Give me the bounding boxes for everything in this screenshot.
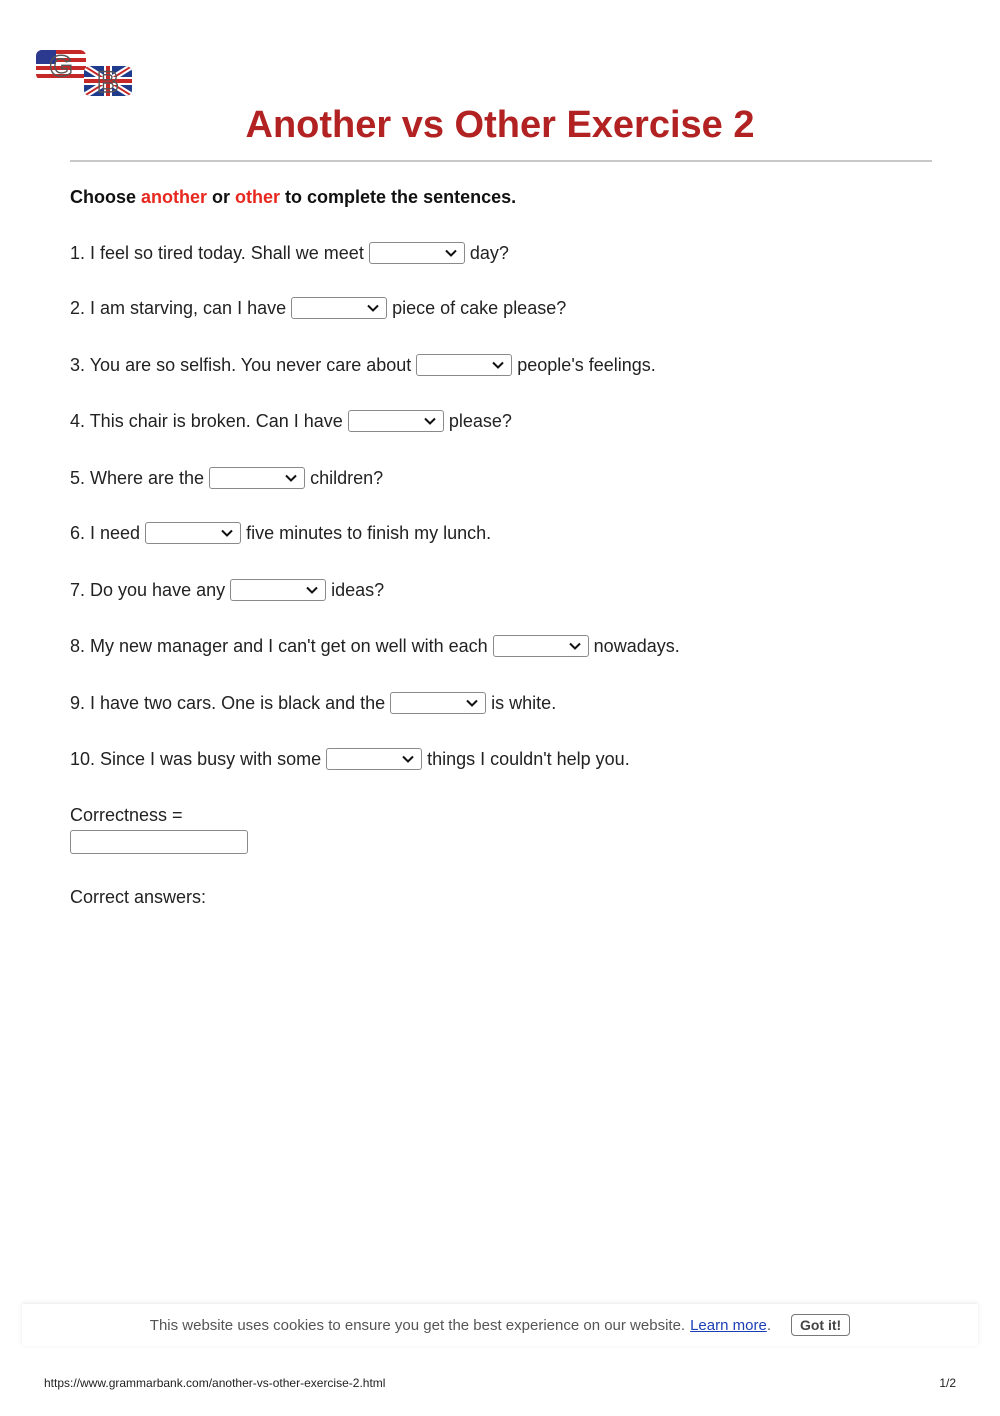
grammarbank-logo[interactable] <box>36 46 136 100</box>
learn-more-link[interactable]: Learn more <box>690 1316 767 1334</box>
answer-select-7[interactable] <box>230 579 326 601</box>
answer-select-10[interactable] <box>326 748 422 770</box>
question-6: 6. I need five minutes to finish my lunch. <box>70 522 492 543</box>
title-divider <box>70 160 932 162</box>
correct-answers-label: Correct answers: <box>70 887 207 907</box>
chevron-down-icon <box>401 752 415 766</box>
chevron-down-icon <box>366 301 380 315</box>
answer-select-9[interactable] <box>390 692 486 714</box>
answer-select-5[interactable] <box>209 467 305 489</box>
question-5: 5. Where are the children? <box>70 467 384 488</box>
got-it-button[interactable]: Got it! <box>791 1314 850 1336</box>
answer-select-1[interactable] <box>369 242 465 264</box>
keyword-another: another <box>141 187 208 207</box>
chevron-down-icon <box>444 246 458 260</box>
chevron-down-icon <box>465 696 479 710</box>
question-9: 9. I have two cars. One is black and the is white. <box>70 692 557 713</box>
question-1: 1. I feel so tired today. Shall we meet day? <box>70 242 509 263</box>
correctness-label: Correctness = <box>70 805 183 825</box>
question-3: 3. You are so selfish. You never care about people's feelings. <box>70 354 656 375</box>
chevron-down-icon <box>305 583 319 597</box>
question-4: 4. This chair is broken. Can I have please? <box>70 410 512 431</box>
question-10: 10. Since I was busy with some things I couldn't help you. <box>70 748 630 769</box>
answer-select-3[interactable] <box>416 354 512 376</box>
question-8: 8. My new manager and I can't get on well with each nowadays. <box>70 635 680 656</box>
svg-text:B: B <box>97 66 119 99</box>
cookie-banner: This website uses cookies to ensure you get the best experience on our website. Learn more . Got it! <box>22 1304 978 1346</box>
answer-select-2[interactable] <box>291 297 387 319</box>
question-2: 2. I am starving, can I have piece of cake please? <box>70 297 567 318</box>
cookie-message: This website uses cookies to ensure you get the best experience on our website. <box>149 1316 686 1334</box>
question-7: 7. Do you have any ideas? <box>70 579 385 600</box>
correctness-field[interactable] <box>70 830 248 854</box>
keyword-other: other <box>235 187 281 207</box>
chevron-down-icon <box>423 414 437 428</box>
chevron-down-icon <box>220 526 234 540</box>
footer-url: https://www.grammarbank.com/another-vs-other-exercise-2.html <box>44 1376 386 1390</box>
page-number: 1/2 <box>939 1376 956 1390</box>
instructions: Choose another or other to complete the sentences. <box>70 187 517 207</box>
chevron-down-icon <box>491 358 505 372</box>
answer-select-4[interactable] <box>348 410 444 432</box>
answer-select-8[interactable] <box>493 635 589 657</box>
svg-text:G: G <box>49 50 73 83</box>
page-title: Another vs Other Exercise 2 <box>245 104 755 146</box>
chevron-down-icon <box>568 639 582 653</box>
answer-select-6[interactable] <box>145 522 241 544</box>
chevron-down-icon <box>284 471 298 485</box>
